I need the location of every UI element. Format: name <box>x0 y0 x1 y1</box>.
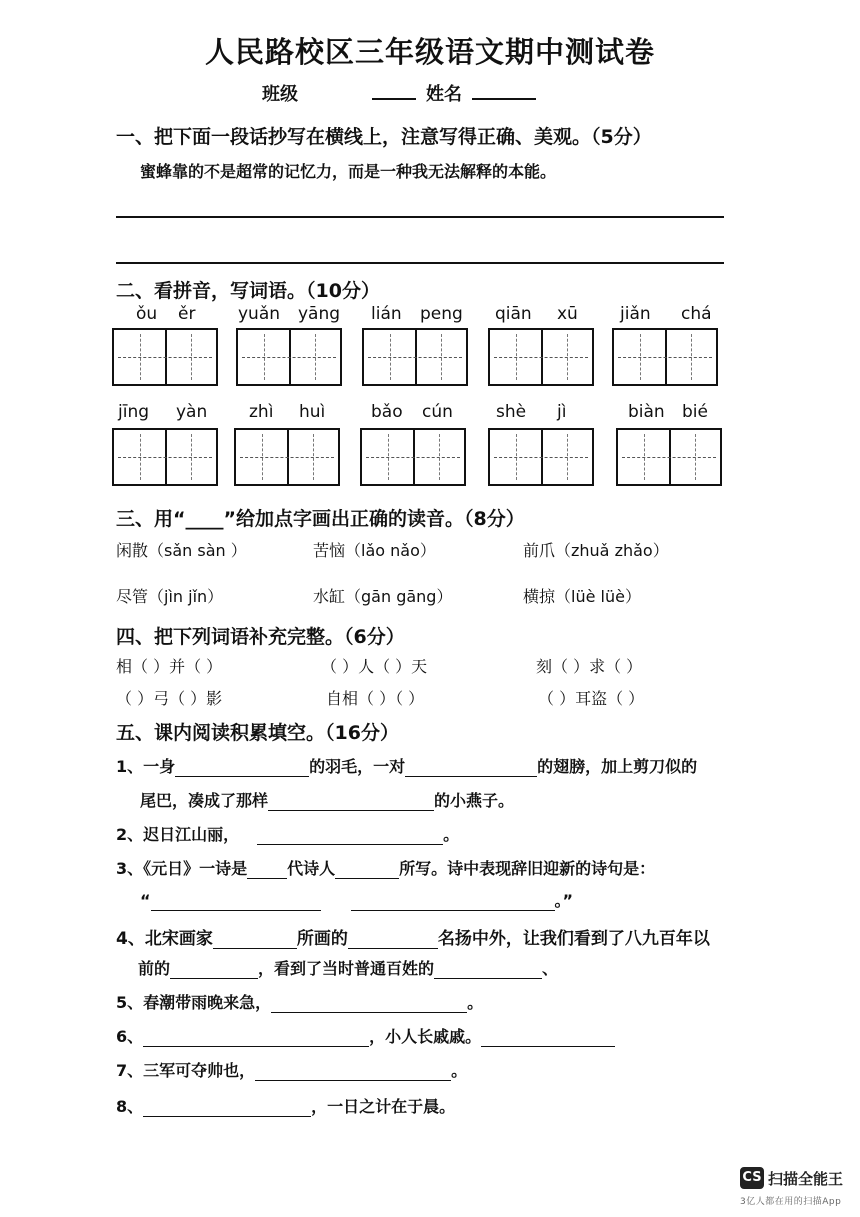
q3-text-c: 所写。诗中表现辞旧迎新的诗句是： <box>399 859 656 878</box>
q5-text-b: 。 <box>467 993 484 1012</box>
section3-heading: 三、用“____”给加点字画出正确的读音。（8分） <box>116 508 525 530</box>
copy-line-2[interactable] <box>116 262 724 264</box>
reading-item-5[interactable]: 水缸（gān gāng） <box>313 587 453 606</box>
q1-line2 <box>140 788 514 811</box>
q8-text-b: ，一日之计在于晨。 <box>311 1097 456 1116</box>
section5-heading: 五、课内阅读积累填空。（16分） <box>116 722 399 744</box>
q7-text-b: 。 <box>451 1061 468 1080</box>
q4-text-b: 所画的 <box>296 929 348 949</box>
q4-line2 <box>138 956 558 979</box>
q7-text-a: 7、三军可夺帅也， <box>116 1061 256 1080</box>
writing-box-6[interactable] <box>112 428 218 486</box>
pinyin-10a: biàn <box>628 402 665 422</box>
q4-text-f: 、 <box>542 959 559 978</box>
idiom-item-5[interactable]: 自相（ ）（ ） <box>326 689 425 708</box>
q1-text-c: 的翅膀，加上剪刀似的 <box>537 757 698 776</box>
pinyin-8a: bǎo <box>371 402 403 422</box>
scanner-app-name: 扫描全能王 <box>768 1169 844 1188</box>
q3-line1 <box>116 856 655 879</box>
idiom-item-4[interactable]: （ ）弓（ ）影 <box>116 689 223 708</box>
pinyin-4a: qiān <box>495 304 532 324</box>
q4-blank-3[interactable] <box>170 978 258 979</box>
q1-line1 <box>116 754 697 777</box>
q1-text-a: 1、一身 <box>116 757 176 776</box>
scanner-tagline: 3亿人都在用的扫描App <box>740 1197 842 1207</box>
idiom-item-1[interactable]: 相（ ）并（ ） <box>116 657 223 676</box>
q3-blank-1[interactable] <box>247 878 287 879</box>
section2-heading: 二、看拼音，写词语。（10分） <box>116 280 380 302</box>
q3-text-b: 代诗人 <box>287 859 336 878</box>
section4-heading: 四、把下列词语补充完整。（6分） <box>116 626 405 648</box>
q6-text-b: ，小人长戚戚。 <box>369 1027 482 1046</box>
copy-line-1[interactable] <box>116 216 724 218</box>
writing-box-2[interactable] <box>236 328 342 386</box>
q3-line2 <box>140 888 573 911</box>
pinyin-3b: peng <box>420 304 463 324</box>
q3-text-a: 3、《元日》一诗是 <box>116 859 248 878</box>
class-blank[interactable] <box>372 98 416 100</box>
q6-blank-2[interactable] <box>481 1046 615 1047</box>
pinyin-7b: huì <box>299 402 326 422</box>
pinyin-9b: jì <box>557 402 567 422</box>
q2-text-b: 。 <box>443 825 460 844</box>
q1-text-b: 的羽毛，一对 <box>309 757 406 776</box>
q4-blank-1[interactable] <box>213 948 297 949</box>
pinyin-9a: shè <box>496 402 527 422</box>
q8-text-a: 8、 <box>116 1097 144 1116</box>
pinyin-4b: xū <box>557 304 578 324</box>
pinyin-3a: lián <box>371 304 402 324</box>
writing-box-4[interactable] <box>488 328 594 386</box>
q4-line1 <box>116 924 710 949</box>
class-label: 班级 <box>262 84 298 105</box>
q5-line <box>116 990 483 1013</box>
q6-text-a: 6、 <box>116 1027 144 1046</box>
writing-box-10[interactable] <box>616 428 722 486</box>
pinyin-6a: jīng <box>118 402 150 422</box>
writing-box-9[interactable] <box>488 428 594 486</box>
q1-blank-1[interactable] <box>175 776 309 777</box>
reading-item-2[interactable]: 苦恼（lǎo nǎo） <box>313 541 436 560</box>
q4-text-c: 名扬中外，让我们看到了八九百年以 <box>437 929 710 949</box>
idiom-item-3[interactable]: 刻（ ）求（ ） <box>536 657 643 676</box>
q4-text-a: 4、北宋画家 <box>116 929 213 949</box>
q1-text-e: 的小燕子。 <box>434 791 515 810</box>
pinyin-2a: yuǎn <box>238 304 281 324</box>
reading-item-1[interactable]: 闲散（sǎn sàn ） <box>116 541 247 560</box>
q5-blank[interactable] <box>271 1012 467 1013</box>
pinyin-2b: yāng <box>298 304 341 324</box>
reading-item-4[interactable]: 尽管（jìn jǐn） <box>116 587 224 606</box>
q7-line <box>116 1058 467 1081</box>
reading-item-3[interactable]: 前爪（zhuǎ zhǎo） <box>523 541 669 560</box>
writing-box-5[interactable] <box>612 328 718 386</box>
q5-text-a: 5、春潮带雨晚来急， <box>116 993 272 1012</box>
writing-box-7[interactable] <box>234 428 340 486</box>
writing-box-8[interactable] <box>360 428 466 486</box>
q6-line <box>116 1024 615 1047</box>
idiom-item-2[interactable]: （ ）人（ ）天 <box>321 657 428 676</box>
q2-line <box>116 822 459 845</box>
q1-text-d: 尾巴，凑成了那样 <box>140 791 269 810</box>
q4-text-e: ，看到了当时普通百姓的 <box>258 959 435 978</box>
section1-heading: 一、把下面一段话抄写在横线上，注意写得正确、美观。（5分） <box>116 126 652 148</box>
q8-blank[interactable] <box>143 1116 311 1117</box>
writing-box-3[interactable] <box>362 328 468 386</box>
pinyin-1b: ěr <box>178 304 196 324</box>
pinyin-5b: chá <box>681 304 712 324</box>
q3-text-e: 。” <box>554 891 574 910</box>
q3-text-d: “ <box>140 891 151 910</box>
writing-box-1[interactable] <box>112 328 218 386</box>
scanner-watermark <box>740 1167 843 1189</box>
q8-line <box>116 1094 455 1117</box>
camscanner-logo-icon: CS <box>740 1167 764 1189</box>
q1-blank-2[interactable] <box>405 776 537 777</box>
q3-blank-4[interactable] <box>351 910 555 911</box>
q3-blank-3[interactable] <box>151 910 321 911</box>
section1-passage: 蜜蜂靠的不是超常的记忆力，而是一种我无法解释的本能。 <box>140 162 557 181</box>
q4-blank-2[interactable] <box>348 948 438 949</box>
pinyin-8b: cún <box>422 402 453 422</box>
q6-blank-1[interactable] <box>143 1046 369 1047</box>
q1-blank-3[interactable] <box>268 810 434 811</box>
idiom-item-6[interactable]: （ ）耳盗（ ） <box>538 689 645 708</box>
pinyin-10b: bié <box>682 402 708 422</box>
reading-item-6[interactable]: 横掠（lüè lüè） <box>523 587 641 606</box>
q2-blank[interactable] <box>257 844 443 845</box>
q3-blank-2[interactable] <box>335 878 399 879</box>
pinyin-5a: jiǎn <box>620 304 651 324</box>
page-title: 人民路校区三年级语文期中测试卷 <box>204 35 655 69</box>
pinyin-7a: zhì <box>249 402 274 422</box>
q2-text-a: 2、迟日江山丽， <box>116 825 240 844</box>
q4-text-d: 前的 <box>138 959 171 978</box>
name-blank[interactable] <box>472 98 536 100</box>
pinyin-1a: ǒu <box>136 304 158 324</box>
q4-blank-4[interactable] <box>434 978 542 979</box>
q7-blank[interactable] <box>255 1080 451 1081</box>
pinyin-6b: yàn <box>176 402 208 422</box>
name-label: 姓名 <box>426 84 462 105</box>
